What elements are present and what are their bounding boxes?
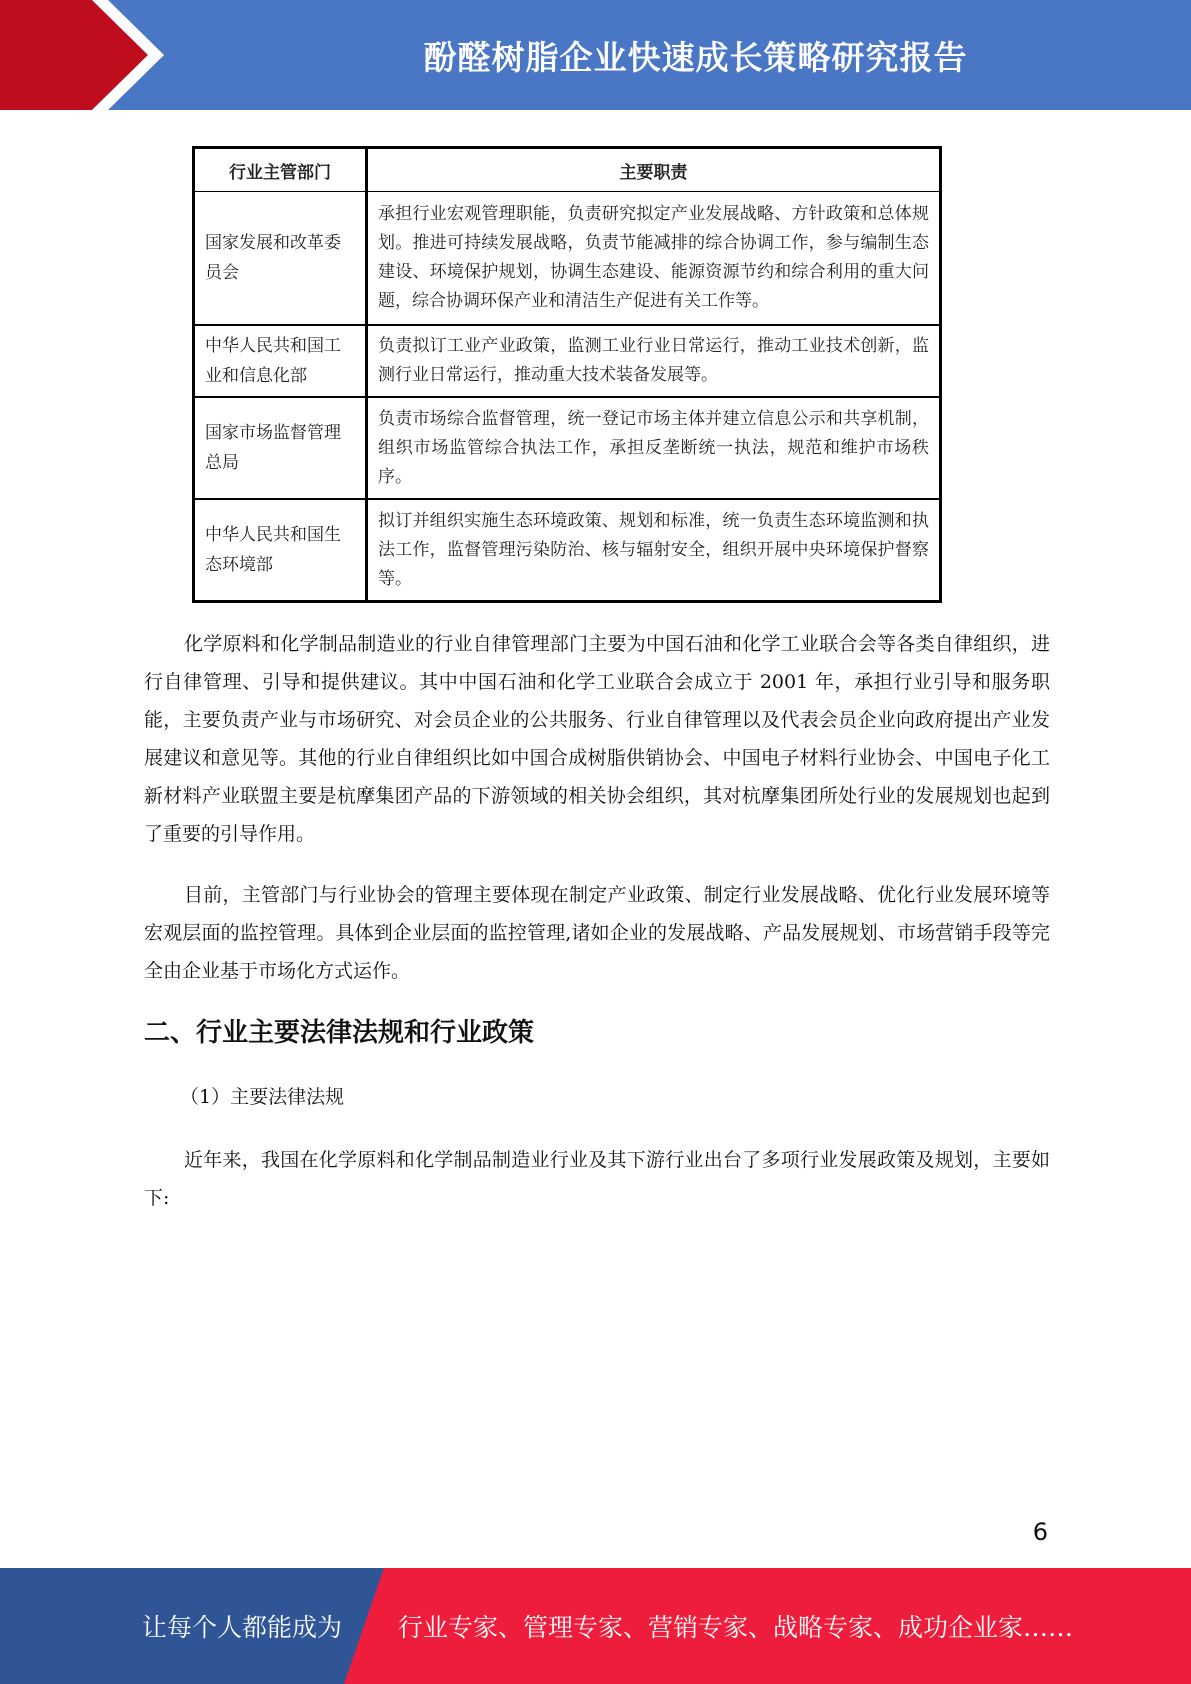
duty-cell: 承担行业宏观管理职能，负责研究拟定产业发展战略、方针政策和总体规划。推进可持续发展战略，负责节能减排的综合协调工作，参与编制生态建设、环境保护规划，协调生态建设、能源资源节约和综合利用的重大问题，综合协调环保产业和清洁生产促进有关工作等。	[367, 192, 941, 326]
duty-cell: 负责市场综合监督管理，统一登记市场主体并建立信息公示和共享机制，组织市场监管综合执法工作，承担反垄断统一执法，规范和维护市场秩序。	[367, 397, 941, 499]
footer-slogan-right: 行业专家、管理专家、营销专家、战略专家、成功企业家……	[398, 1613, 1074, 1642]
column-header-duty: 主要职责	[367, 148, 941, 192]
duty-table-container	[192, 146, 942, 603]
dept-cell: 中华人民共和国工业和信息化部	[194, 325, 367, 397]
footer-slogan-left: 让每个人都能成为	[142, 1613, 343, 1642]
dept-cell: 国家市场监督管理总局	[194, 397, 367, 499]
table-row	[194, 397, 941, 499]
duty-cell: 拟订并组织实施生态环境政策、规划和标准，统一负责生态环境监测和执法工作，监督管理污染防治、核与辐射安全，组织开展中央环境保护督察等。	[367, 499, 941, 602]
table-header-row	[194, 148, 941, 192]
page-number: 6	[1032, 1518, 1048, 1546]
column-header-dept: 行业主管部门	[194, 148, 367, 192]
duty-cell: 负责拟订工业产业政策，监测工业行业日常运行，推动工业技术创新，监测行业日常运行，推动重大技术装备发展等。	[367, 325, 941, 397]
table-row	[194, 325, 941, 397]
dept-cell: 国家发展和改革委员会	[194, 192, 367, 326]
paragraph-policies: 近年来，我国在化学原料和化学制品制造业行业及其下游行业出台了多项行业发展政策及规划，主要如下:	[144, 1149, 1050, 1209]
duty-table	[192, 146, 942, 603]
header-arrow-decoration	[0, 0, 200, 110]
table-row	[194, 499, 941, 602]
page-header	[0, 0, 1191, 110]
dept-cell: 中华人民共和国生态环境部	[194, 499, 367, 602]
report-title: 酚醛树脂企业快速成长策略研究报告	[423, 37, 968, 77]
paragraph-management: 目前，主管部门与行业协会的管理主要体现在制定产业政策、制定行业发展战略、优化行业发展环境等宏观层面的监控管理。具体到企业层面的监控管理,诸如企业的发展战略、产品发展规划、市场营销手段等完全由企业基于市场化方式运作。	[144, 884, 1050, 982]
subsection-heading: （1）主要法律法规	[180, 1086, 345, 1108]
table-row	[194, 192, 941, 326]
section-heading: 二、行业主要法律法规和行业政策	[144, 1018, 535, 1048]
paragraph-self-regulation: 化学原料和化学制品制造业的行业自律管理部门主要为中国石油和化学工业联合会等各类自律组织，进行自律管理、引导和提供建议。其中中国石油和化学工业联合会成立于 2001 年，承担行业引导和服务职能，主要负责产业与市场研究、对会员企业的公共服务、行业自律管理以及代表会员企业向政府提出产业发展建议和意见等。其他的行业自律组织比如中国合成树脂供销协会、中国电子材料行业协会、中国电子化工新材料产业联盟主要是杭摩集团产品的下游领域的相关协会组织，其对杭摩集团所处行业的发展规划也起到了重要的引导作用。	[144, 633, 1050, 845]
page-footer	[0, 1568, 1191, 1684]
